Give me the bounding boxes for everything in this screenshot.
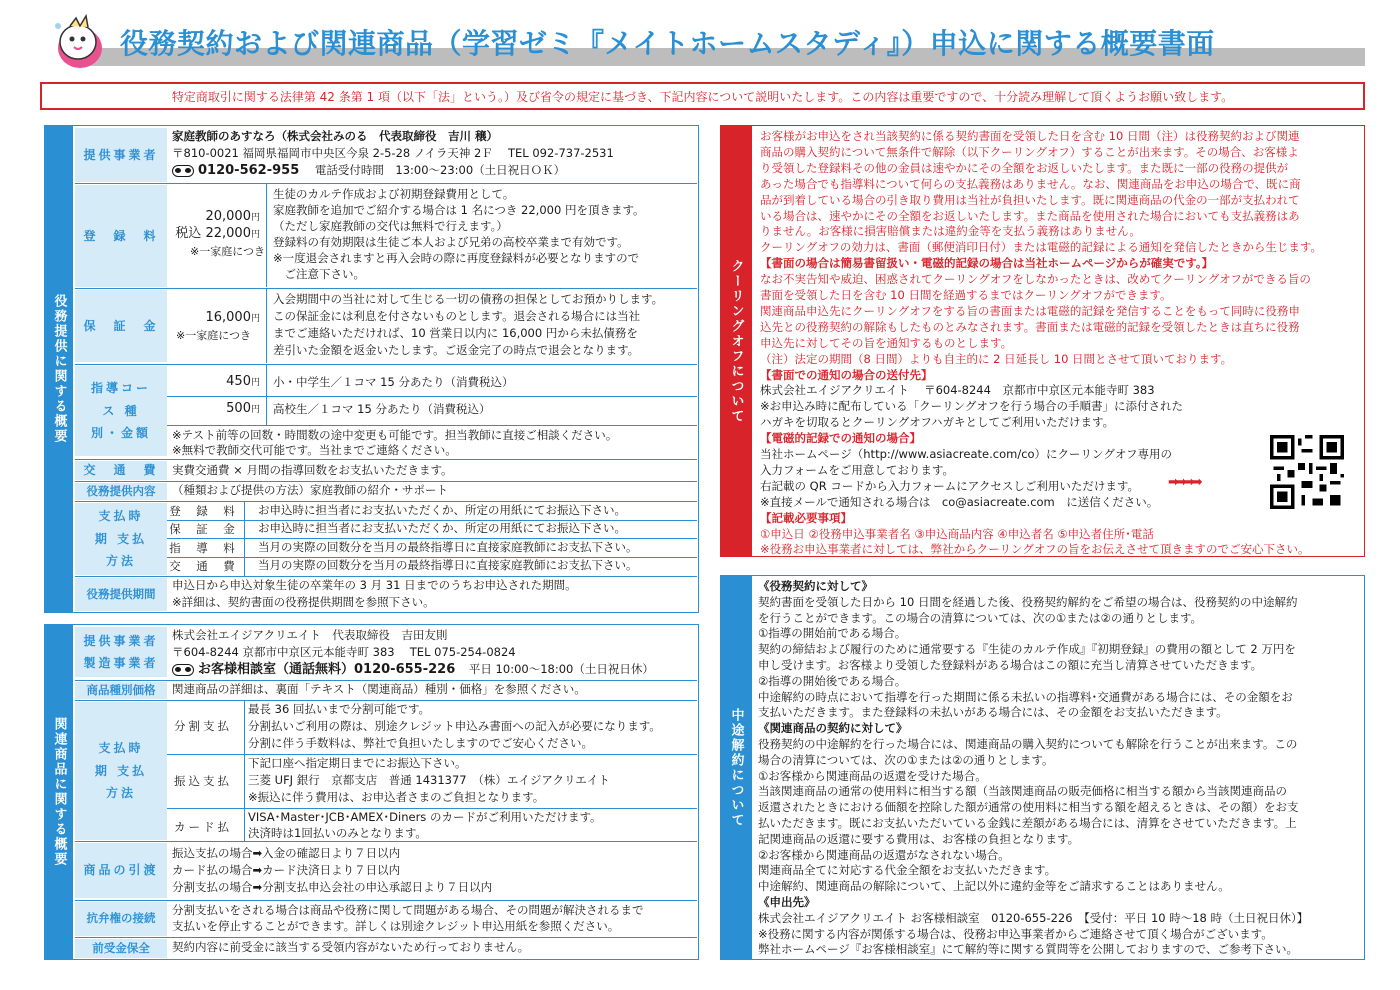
course-desc: 高校生／１コマ 15 分あたり（消費税込） [273, 402, 491, 416]
midterm-line: 役務契約の中途解約を行った場合には、関連商品の購入契約についても解除を行うことが出来ます。この [758, 737, 1298, 751]
midterm-line: 株式会社エイジアクリエイト お客様相談室 0120-655-226 【受付：平日 10 時～18 時（土日祝日休）】 [758, 910, 1309, 925]
cooling-off-band: クーリングオフについて [720, 125, 752, 557]
period-label: 役務提供期間 [75, 578, 167, 611]
product-payment-sublabel: 振込支払 [174, 774, 232, 788]
prepay-label: 前受金保全 [75, 939, 167, 958]
cooling-off-line: ※直接メールで通知される場合は co@asiacreate.com に送信ください。 [760, 494, 1159, 509]
content-label: 役務提供内容 [75, 483, 167, 500]
product-payment-label: 支払時期 支払方法 [75, 702, 167, 840]
transport-text: 実費交通費 × 月間の指導回数をお支払いただきます。 [172, 463, 453, 477]
cooling-off-line: 当社ホームページ（http://www.asiacreate.com/co）にクーリングオフ専用の [760, 447, 1172, 461]
midterm-line: 場合の清算については、次の①または②の通りとします。 [758, 752, 1054, 767]
cooling-off-line: 右記載の QR コードから入力フォームにアクセスしご利用いただけます。 [760, 478, 1140, 493]
qr-code[interactable] [1270, 435, 1344, 509]
product-payment-line: VISA･Master･JCB･AMEX･Diners のカードがご利用いただけます。 [248, 810, 602, 824]
service-provider-tel-row [172, 163, 565, 179]
row-divider [75, 937, 697, 938]
deposit-per: ※一家庭につき [176, 329, 251, 342]
product-type-text: 関連商品の詳細は、裏面「テキスト（関連商品）種別・価格」を参照ください。 [172, 682, 586, 696]
service-payment-sublabel: 指 導 料 [169, 541, 237, 555]
midterm-line: 契約の締結および履行のために通常要する『生徒のカルテ作成』『初期登録』の費用の額として 2 万円を [758, 642, 1296, 657]
cooling-off-line: り受領した登録料その他の金員は速やかにその全額をお返しいたします。また既に一部の役務の提供が [760, 160, 1289, 175]
cooling-off-line: ※役務お申込事業者に対しては、弊社からクーリングオフの旨をお伝えさせて頂きますのでご安心下さい。 [760, 542, 1310, 557]
row-divider [167, 425, 697, 426]
row-divider [75, 459, 697, 460]
cooling-off-line: 入力フォームをご用意しております。 [760, 462, 955, 477]
registration-fee-tax: 税込 22,000円 [175, 226, 260, 241]
service-provider-line: 〒810-0021 福岡県福岡市中央区今泉 2-5-28 ノイラ天神 2Ｆ TEL 092-737-2531 [172, 146, 614, 160]
midterm-line: ①お客様から関連商品の返還を受けた場合。 [758, 768, 987, 783]
registration-fee-line: （ただし家庭教師の交代は無料で行えます。） [273, 219, 508, 233]
row-divider [75, 501, 697, 502]
defense-line: 分割支払いをされる場合は商品や役務に関して問題がある場合、その問題が解決されるまで [172, 903, 644, 917]
registration-fee-line: 生徒のカルテ作成および初期登録費用として。 [273, 187, 515, 201]
delivery-line: 振込支払の場合➡入金の確認日より７日以内 [172, 846, 401, 860]
midterm-line: 支払いただきます。また登録料の未払いがある場合には、その金額をお支払いただきます。 [758, 705, 1228, 720]
col-divider [266, 364, 267, 425]
registration-fee-line: 登録料の有効期限は生徒ご本人および兄弟の高校卒業まで有効です。 [273, 235, 629, 249]
row-divider [167, 808, 697, 809]
service-provider-hours: 電話受付時間 13:00～23:00（土日祝日ＯＫ） [314, 163, 566, 177]
product-payment-sublabel: カード払 [174, 820, 232, 834]
row-divider [75, 700, 697, 701]
cooling-off-line: あった場合でも指導料について何らの支払義務はありません。なお、関連商品をお申込の場合で、既に商 [760, 176, 1301, 191]
cooling-off-line: なお不実告知や威迫、困惑されてクーリングオフをしなかったときは、改めてクーリングオフができる旨の [760, 272, 1311, 287]
cooling-off-line: クーリングオフの効力は、書面（郵便消印日付）または電磁的記録による通知を発信したときから生じます。 [760, 240, 1322, 255]
product-payment-line: ※振込に伴う費用は、お申込者さまのご負担となります。 [248, 790, 545, 804]
deposit-line: までご連絡いただければ、10 営業日以内に 16,000 円から未払債務を [273, 326, 638, 340]
service-provider-line: 家庭教師のあすなろ（株式会社みのる 代表取締役 吉川 穣） [172, 129, 499, 143]
page-title: 役務契約および関連商品（学習ゼミ『メイトホームスタディ』）申込に関する概要書面 [120, 27, 1215, 60]
col-divider [266, 183, 267, 287]
service-payment-text: お申込時に担当者にお支払いただくか、所定の用紙にてお振込下さい。 [258, 521, 626, 535]
course-amount: 500円 [226, 401, 260, 416]
deposit-label: 保 証 金 [75, 290, 167, 362]
period-line: 申込日から申込対象生徒の卒業年の 3 月 31 日までのうちお申込された期間。 [172, 578, 577, 592]
deposit-amount: 16,000円 [205, 310, 260, 325]
midterm-line: 中途解約の時点において指導を行った期間に係る未払いの指導料･交通費がある場合には、その金額をお [758, 689, 1293, 704]
cooling-off-line: ハガキを切取るとクーリングオフハガキとしてご利用いただけます。 [760, 415, 1115, 430]
service-band: 役務提供に関する概要 [45, 126, 73, 612]
arrow-icons: ➡➡➡➡ [1168, 475, 1200, 490]
product-payment-line: 決済時は1回払いのみとなります。 [248, 826, 427, 840]
course-note: ※テスト前等の回数・時間数の途中変更も可能です。担当教師に直接ご相談ください。 [172, 428, 618, 442]
defense-label: 抗弁権の接続 [75, 902, 167, 936]
midterm-line: ②指導の開始後である場合。 [758, 673, 907, 688]
service-payment-sublabel: 交 通 費 [169, 559, 237, 573]
midterm-line: 申し受けます。お客様より受領した登録料がある場合はこの額に充当し清算させていただきます。 [758, 658, 1263, 672]
cooling-off-line: 株式会社エイジアクリエイト 〒604-8244 京都市中京区元本能寺町 383 [760, 383, 1155, 398]
deposit-line: この保証金には利息を付さないものとします。退会される場合には当社 [273, 309, 641, 323]
row-divider [167, 396, 697, 397]
cooling-off-line: 書面を受領した日を含む 10 日間を経過するまではクーリングオフができます。 [760, 288, 1172, 302]
product-provider-hours: 平日 10:00～18:00（土日祝日休） [468, 662, 654, 676]
midterm-line: 契約書面を受領した日から 10 日間を経過した後、役務契約解約をご希望の場合は、役務契約の中途解約 [758, 594, 1298, 609]
row-divider [75, 680, 697, 681]
service-payment-label: 支払時期 支払方法 [75, 503, 167, 575]
cooling-off-line: いる場合は、速やかにその全額をお返しいたします。また商品を使用された場合においても支払義務はあ [760, 208, 1300, 223]
prepay-text: 契約内容に前受金に該当する受領内容がないため行っておりません。 [172, 940, 530, 954]
row-divider [75, 364, 697, 365]
midterm-line: ②お客様から関連商品の返還がなされない場合。 [758, 847, 1010, 862]
midterm-line: 記関連商品の返還に要する費用は、お客様の負担となります。 [758, 831, 1080, 846]
cooling-off-line: 【書面の場合は簡易書留扱い・電磁的記録の場合は当社ホームページからが確実です。】 [760, 256, 1214, 271]
midterm-band: 中途解約について [720, 575, 752, 960]
cooling-off-line: 商品の購入契約について無条件で解除（以下クーリングオフ）することが出来ます。その場合、お客様よ [760, 144, 1299, 159]
row-divider [75, 288, 697, 289]
midterm-line: ※役務に関する内容が関係する場合は、役務お申込事業者からご連絡させて頂く場合がございます。 [758, 926, 1273, 941]
col-divider [266, 288, 267, 363]
product-payment-line: 最長 36 回払いまで分割可能です。 [248, 702, 431, 716]
free-dial-icon [172, 664, 194, 676]
registration-fee-line: ご注意下さい。 [273, 267, 365, 281]
cooling-off-line: 込先との役務契約の解除もしたものとみなされます。書面または電磁的記録を受領したときは直ちに役務 [760, 319, 1300, 334]
cooling-off-line: （注）法定の期間（8 日間）よりも自主的に 2 日延長し 10 日間とさせて頂いております。 [760, 351, 1233, 366]
mascot-logo [50, 12, 108, 74]
product-provider-tel: お客様相談室（通話無料）0120-655-226 [198, 662, 456, 677]
course-desc: 小・中学生／１コマ 15 分あたり（消費税込） [273, 375, 514, 389]
cooling-off-line: ※お申込み時に配布している「クーリングオフを行う場合の手順書」に添付された [760, 399, 1184, 414]
midterm-line: 関連商品全てに対応する代金全額をお支払いただきます。 [758, 863, 1057, 878]
row-divider [75, 576, 697, 577]
cooling-off-line: 【電磁的記録での通知の場合】 [760, 431, 921, 446]
cooling-off-line: お客様がお申込をされ当該契約に係る契約書面を受領した日を含む 10 日間（注）は役務契約および関連 [760, 129, 1300, 143]
product-type-label: 商品種別価格 [75, 682, 167, 699]
course-note: ※無料で教師交代可能です。当社までご連絡ください。 [172, 443, 457, 457]
row-divider [75, 841, 697, 842]
period-line: ※詳細は、契約書面の役務提供期間を参照下さい。 [172, 595, 435, 609]
course-label: 指導コース 種別・金額 [75, 366, 167, 456]
delivery-line: カード払の場合➡カード決済日より７日以内 [172, 863, 401, 877]
course-amount: 450円 [226, 374, 260, 389]
midterm-line: 《申出先》 [758, 895, 816, 909]
col-divider [244, 501, 245, 576]
midterm-line: 返還されたときにおける価額を控除した額が通常の使用料に相当する額を超えるときは、その額）をお支 [758, 800, 1299, 815]
registration-fee-per: ※一家庭につき [190, 245, 265, 258]
delivery-line: 分割支払の場合➡分割支払申込会社の申込承認日より７日以内 [172, 880, 493, 894]
defense-line: 支払いを停止することができます。詳しくは別途クレジット申込用紙を参照ください。 [172, 919, 620, 933]
registration-fee-label: 登 録 料 [75, 185, 167, 287]
registration-fee-line: ※一度退会されますと再入会時の際に再度登録料が必要となりますので [273, 251, 640, 265]
cooling-off-line: ①申込日 ②役務申込事業者名 ③申込商品内容 ④申込者名 ⑤申込者住所･電話 [760, 526, 1154, 541]
free-dial-icon [172, 165, 194, 177]
product-payment-sublabel: 分割支払 [174, 719, 232, 733]
row-divider [75, 900, 697, 901]
row-divider [167, 754, 697, 755]
product-provider-label-2: 製造事業者 [83, 656, 159, 670]
midterm-line: 当該関連商品の通常の使用料に相当する額（当該関連商品の販売価格に相当する額から当該関連商品の [758, 784, 1287, 799]
row-divider [167, 538, 697, 539]
product-payment-line: 分割に伴う手数料は、弊社で負担いたしますのでご安心ください。 [248, 736, 593, 750]
content-text: （種類および提供の方法）家庭教師の紹介・サポート [172, 483, 448, 497]
service-provider-tel: 0120-562-955 [198, 163, 300, 178]
service-payment-text: 当月の実際の回数分を当月の最終指導日に直接家庭教師にお支払下さい。 [258, 558, 638, 572]
row-divider [75, 481, 697, 482]
service-payment-sublabel: 保 証 金 [169, 522, 237, 536]
deposit-line: 入会期間中の当社に対して生じる一切の債務の担保としてお預かりします。 [273, 292, 664, 306]
cooling-off-line: 関連商品申込先にクーリングオフをする旨の書面または電磁的記録を発信することをもって同時に役務申 [760, 303, 1300, 318]
col-divider [244, 700, 245, 841]
service-provider-label: 提供事業者 [75, 128, 167, 182]
transport-label: 交 通 費 [75, 461, 167, 480]
product-provider-label [75, 627, 167, 677]
midterm-line: を行うことができます。この場合の清算については、次の①または②の通りとします。 [758, 610, 1203, 625]
product-provider-tel-row [172, 662, 654, 678]
service-payment-sublabel: 登 録 料 [169, 504, 237, 518]
cooling-off-line: 申込先に対してその旨を通知するものとします。 [760, 335, 1013, 350]
product-provider-line: 〒604-8244 京都市中京区元本能寺町 383 TEL 075-254-0824 [172, 645, 516, 659]
cooling-off-line: りません。お客様に損害賠償または違約金等を支払う義務はありません。 [760, 224, 1141, 239]
delivery-label: 商品の引渡 [75, 843, 167, 898]
registration-fee-line: 家庭教師を追加でご紹介する場合は 1 名につき 22,000 円を頂きます。 [273, 203, 645, 217]
legal-notice: 特定商取引に関する法律第 42 条第 1 項（以下「法」という。）及び省令の規定に基づき、下記内容について説明いたします。この内容は重要ですので、十分読み理解して頂くようお願い致します。 [40, 82, 1365, 110]
midterm-line: 弊社ホームページ『お客様相談室』にて解約等に関する質問等を公開しておりますので、ご参考下さい。 [758, 942, 1299, 957]
cooling-off-line: 【書面での通知の場合の送付先】 [760, 367, 933, 382]
row-divider [75, 183, 697, 184]
midterm-line: 払いただきます。既にお支払いただいている金銭に差額がある場合には、清算をさせていただきます。上 [758, 816, 1297, 830]
product-band: 関連商品に関する概要 [45, 625, 73, 959]
cooling-off-line: 【記載必要事項】 [760, 510, 852, 525]
cooling-off-line: 品が到着している場合の引き取り費用は当社が負担いたします。既に関連商品の代金の一部が支払われて [760, 192, 1300, 207]
product-payment-line: 下記口座へ指定期日までにお振込下さい。 [248, 756, 467, 770]
deposit-line: 差引いた金額を返金いたします。ご返金完了の時点で退会となります。 [273, 343, 640, 357]
product-provider-label-1: 提供事業者 [83, 634, 159, 648]
midterm-line: 《役務契約に対して》 [758, 579, 873, 593]
product-payment-line: 分割払いご利用の際は、別途クレジット申込み書面への記入が必要になります。 [248, 719, 661, 733]
product-provider-line: 株式会社エイジアクリエイト 代表取締役 吉田友則 [172, 628, 448, 642]
product-payment-line: 三菱 UFJ 銀行 京都支店 普通 1431377 （株）エイジアクリエイト [248, 773, 610, 787]
midterm-line: 中途解約、関連商品の解除について、上記以外に違約金等をご請求することはありません。 [758, 879, 1230, 894]
midterm-line: 《関連商品の契約に対して》 [758, 721, 908, 736]
registration-fee-amount: 20,000円 [205, 209, 260, 224]
midterm-line: ①指導の開始前である場合。 [758, 626, 907, 641]
service-payment-text: お申込時に担当者にお支払いただくか、所定の用紙にてお振込下さい。 [258, 503, 626, 517]
service-payment-text: 当月の実際の回数分を当月の最終指導日に直接家庭教師にお支払下さい。 [258, 540, 638, 554]
